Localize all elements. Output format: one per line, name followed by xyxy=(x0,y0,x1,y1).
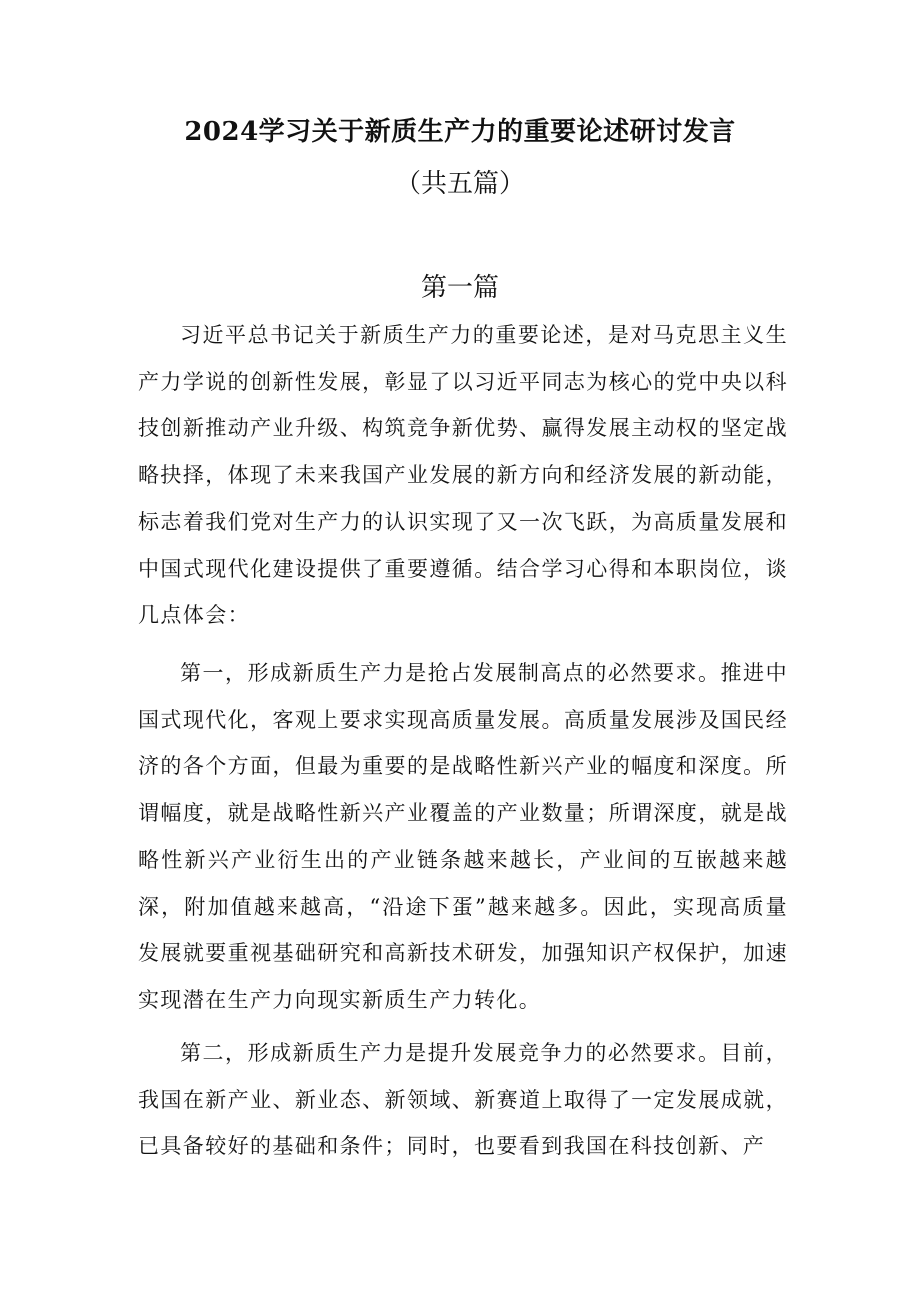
paragraph: 第一，形成新质生产力是抢占发展制高点的必然要求。推进中国式现代化，客观上要求实现高质量发展。高质量发展涉及国民经济的各个方面，但最为重要的是战略性新兴产业的幅度和深度。所谓幅度，就是战略性新兴产业覆盖的产业数量；所谓深度，就是战略性新兴产业衍生出的产业链条越来越长，产业间的互嵌越来越深，附加值越来越高，“沿途下蛋”越来越多。因此，实现高质量发展就要重视基础研究和高新技术研发，加强知识产权保护，加速实现潜在生产力向现实新质生产力转化。 xyxy=(138,661,788,1012)
document-title: 2024学习关于新质生产力的重要论述研讨发言 xyxy=(184,117,736,147)
paragraph: 习近平总书记关于新质生产力的重要论述，是对马克思主义生产力学说的创新性发展，彰显了以习近平同志为核心的党中央以科技创新推动产业升级、构筑竞争新优势、赢得发展主动权的坚定战略抉择，体现了未来我国产业发展的新方向和经济发展的新动能，标志着我们党对生产力的认识实现了又一次飞跃，为高质量发展和中国式现代化建设提供了重要遵循。结合学习心得和本职岗位，谈几点体会： xyxy=(138,323,788,628)
paragraph: 第二，形成新质生产力是提升发展竞争力的必然要求。目前，我国在新产业、新业态、新领域、新赛道上取得了一定发展成就，已具备较好的基础和条件；同时，也要看到我国在科技创新、产 xyxy=(138,1041,788,1159)
section-heading: 第一篇 xyxy=(420,273,499,303)
document-subtitle: （共五篇） xyxy=(394,169,525,199)
